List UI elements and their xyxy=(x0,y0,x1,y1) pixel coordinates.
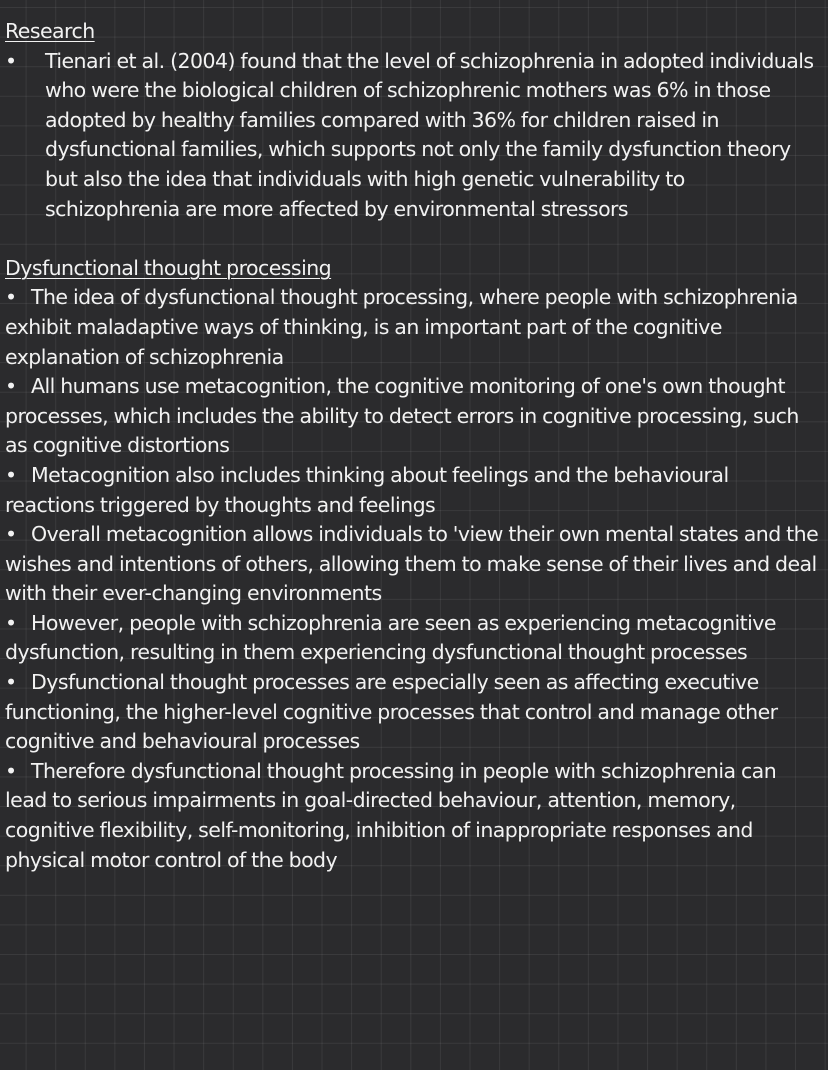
dysfunctional-bullet-item xyxy=(5,283,820,372)
dysfunctional-bullet-item xyxy=(5,520,820,609)
dysfunctional-bullet-text: All humans use metacognition, the cognitive monitoring of one's own thought processes, which includes the ability to detect errors in cognitive processing, such as cognitive distortions xyxy=(5,374,799,458)
dysfunctional-thought-heading: Dysfunctional thought processing xyxy=(5,255,332,280)
bullet-icon: • xyxy=(5,48,17,73)
dysfunctional-bullet-text: Dysfunctional thought processes are especially seen as affecting executive functioning, the higher-level cognitive processes that control and manage other cognitive and behavioural processes xyxy=(5,670,778,754)
bullet-icon: • xyxy=(5,610,17,635)
bullet-icon: • xyxy=(5,374,17,399)
dysfunctional-bullet-text: The idea of dysfunctional thought processing, where people with schizophrenia exhibit maladaptive ways of thinking, is an important part of the cognitive explanation of schizophrenia xyxy=(5,285,798,369)
dysfunctional-bullet-text: Therefore dysfunctional thought processing in people with schizophrenia can lead to serious impairments in goal-directed behaviour, attention, memory, cognitive flexibility, self-monitoring, inhibition of inappropriate responses and physical motor control of the body xyxy=(5,758,777,872)
dysfunctional-bullet-item xyxy=(5,668,820,757)
dysfunctional-bullet-item xyxy=(5,609,820,668)
dysfunctional-bullet-item xyxy=(5,372,820,461)
dysfunctional-bullet-item xyxy=(5,461,820,520)
dysfunctional-bullet-text: Overall metacognition allows individuals to 'view their own mental states and the wishes and intentions of others, allowing them to make sense of their lives and deal with their ever-changing environments xyxy=(5,522,819,606)
dysfunctional-bullet-item xyxy=(5,757,820,875)
research-bullet-item xyxy=(5,47,820,225)
dysfunctional-thought-section xyxy=(5,254,820,875)
dysfunctional-bullet-text: Metacognition also includes thinking about feelings and the behavioural reactions triggered by thoughts and feelings xyxy=(5,462,729,517)
research-heading: Research xyxy=(5,19,95,43)
bullet-icon: • xyxy=(5,758,17,783)
bullet-icon: • xyxy=(5,462,17,487)
bullet-icon: • xyxy=(5,670,17,695)
notes-content xyxy=(5,17,820,875)
section-gap xyxy=(5,224,820,254)
research-section xyxy=(5,17,820,224)
bullet-icon: • xyxy=(5,285,17,310)
dysfunctional-bullet-text: However, people with schizophrenia are seen as experiencing metacognitive dysfunction, resulting in them experiencing dysfunctional thought processes xyxy=(5,610,776,665)
research-bullet-text: Tienari et al. (2004) found that the level of schizophrenia in adopted individuals who were the biological children of schizophrenic mothers was 6% in those adopted by healthy families compared with 36% for children raised in dysfunctional families, which supports not only the family dysfunction theory but also the idea that individuals with high genetic vulnerability to schizophrenia are more affected by environmental stressors xyxy=(45,48,814,221)
bullet-icon: • xyxy=(5,522,17,547)
